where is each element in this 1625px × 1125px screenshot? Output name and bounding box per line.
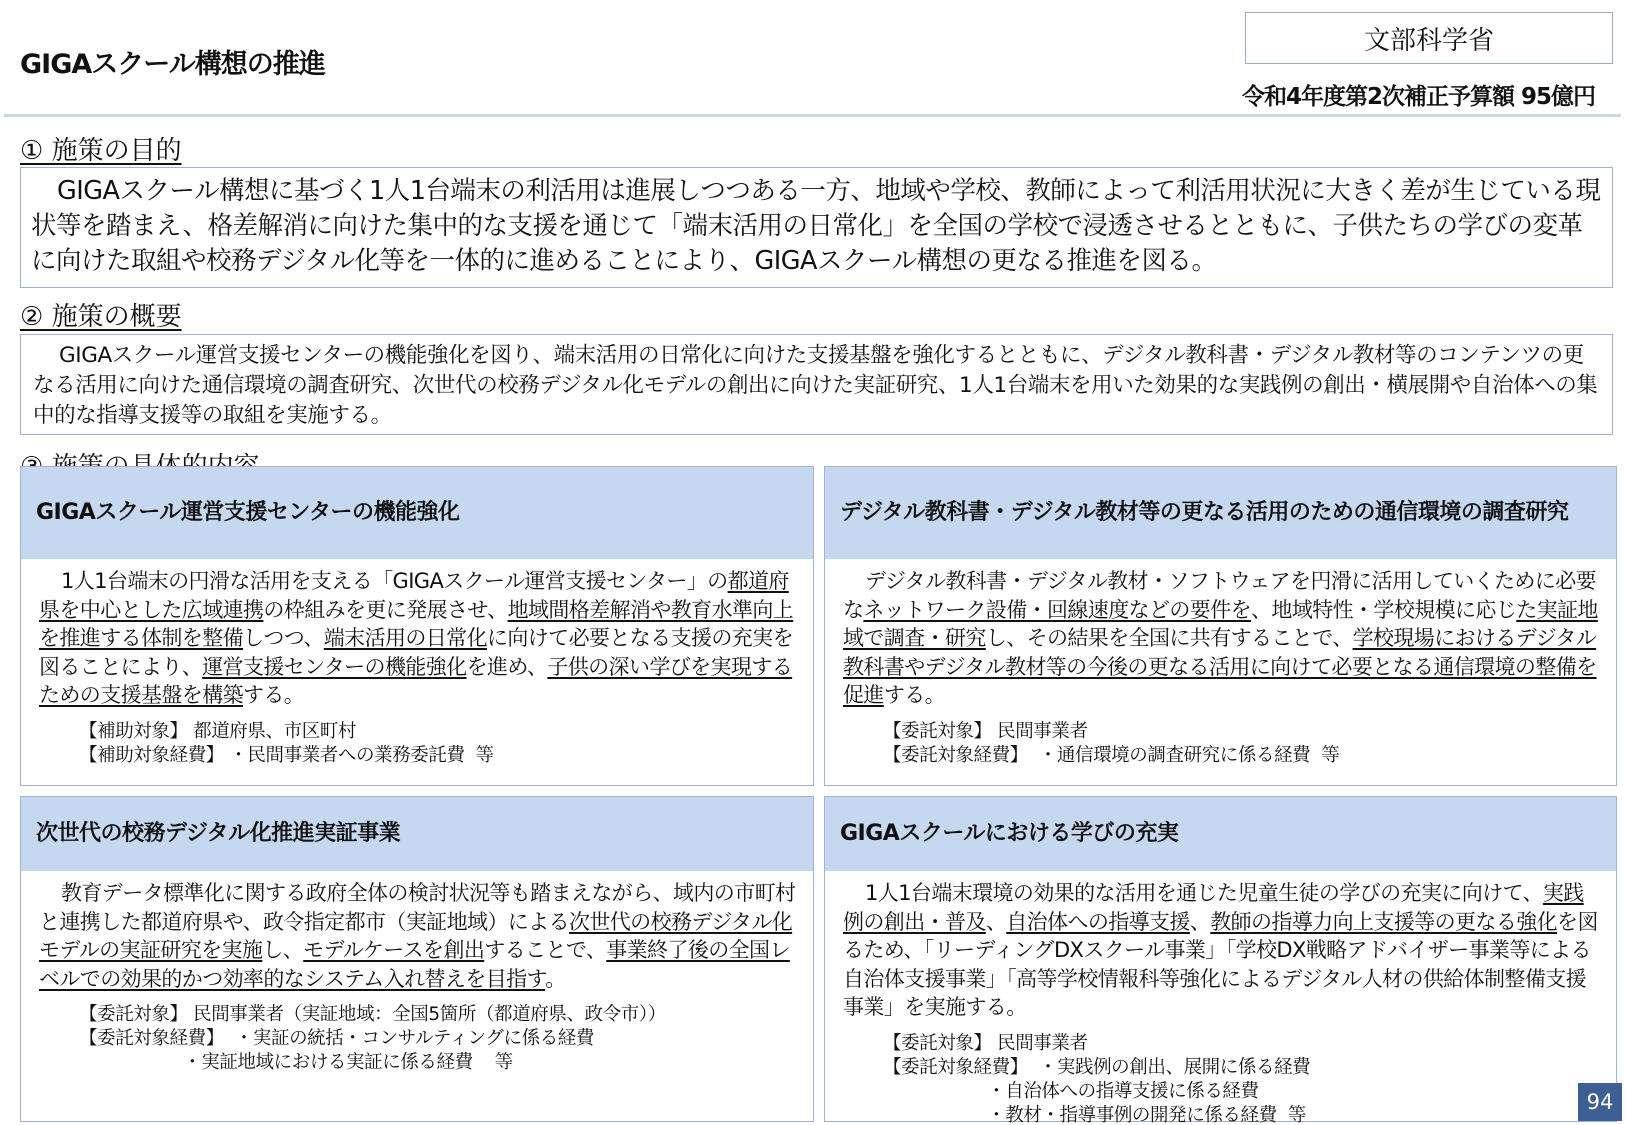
panel-body — [21, 871, 813, 1075]
meta-key: 【委託対象】 — [883, 1032, 992, 1054]
meta-continuation: ・自治体への指導支援に係る経費 — [883, 1080, 1259, 1102]
meta-key: 【補助対象】 — [79, 720, 188, 742]
panel-network-research — [824, 466, 1617, 786]
highlighted-text: 実践例の創出・普及 — [843, 881, 1584, 934]
body-segment: 。 — [545, 966, 566, 991]
panel-body — [825, 559, 1616, 768]
purpose-text: GIGAスクール構想に基づく1人1台端末の利活用は進展しつつある一方、地域や学校、教師によって利活用状況に大きく差が生じている現状等を踏まえ、格差解消に向けた集中的な支援を通じて「端末活用の日常化」を全国の学校で浸透させるとともに、子供たちの学びの変革に向けた取組や校務デジタル化等を一体的に進めることにより、GIGAスクール構想の更なる推進を図る。 — [31, 176, 1601, 276]
section-heading-overview: ② 施策の概要 — [20, 302, 182, 332]
panel-body — [825, 871, 1616, 1125]
body-segment: することで、 — [484, 938, 607, 962]
body-segment: 、地域特性・学校規模に応じ — [1251, 597, 1517, 622]
highlighted-text: 子供の深い学びを実現するための支援基盤を構築 — [39, 654, 793, 707]
highlighted-text: 自治体への指導支援 — [1006, 909, 1190, 934]
meta-value: ・民間事業者への業務委託費 等 — [223, 744, 494, 766]
overview-text-box — [20, 334, 1613, 435]
page-number: 94 — [1578, 1083, 1622, 1121]
meta-row — [79, 1027, 798, 1051]
body-segment: 1人1台端末の円滑な活用を支える「GIGAスクール運営支援センター」の — [61, 569, 728, 593]
meta-row — [883, 1032, 1601, 1056]
body-segment: しつつ、 — [243, 626, 324, 650]
meta-row — [883, 1056, 1601, 1080]
meta-value: 民間事業者（実証地域：全国5箇所（都道府県、政令市）） — [187, 1004, 666, 1025]
highlighted-text: 次世代の校務デジタル化モデルの実証研究を実施 — [39, 909, 793, 962]
meta-value: 民間事業者 — [991, 720, 1088, 742]
body-segment: を進め、 — [466, 654, 548, 679]
highlighted-text: 都道府県を中心とした広域連携 — [39, 569, 789, 622]
header-divider — [4, 114, 1621, 117]
body-segment: する。 — [243, 683, 305, 707]
meta-row — [79, 1003, 798, 1027]
panel-meta — [39, 1003, 798, 1075]
body-segment: し、その結果を全国に共有することで、 — [985, 626, 1353, 650]
panel-school-dx-pilot — [20, 796, 814, 1122]
highlighted-text: 端末活用の日常化 — [323, 626, 487, 650]
meta-key: 【委託対象経費】 — [79, 1028, 224, 1049]
meta-value: ・実践例の創出、展開に係る経費 — [1027, 1056, 1311, 1078]
meta-row — [883, 720, 1601, 744]
highlighted-text: ネットワーク設備・回線速度などの要件を — [863, 597, 1252, 622]
meta-continuation: ・教材・指導事例の開発に係る経費 等 — [883, 1104, 1306, 1125]
panel-meta — [843, 1032, 1601, 1125]
page-title: GIGAスクール構想の推進 — [20, 49, 325, 80]
highlighted-text: モデルケースを創出 — [303, 938, 485, 962]
panel-learning-enrichment — [824, 796, 1617, 1125]
panel-body-text — [843, 567, 1601, 710]
meta-value: ・実証の統括・コンサルティングに係る経費 — [223, 1028, 595, 1049]
panel-meta — [39, 720, 798, 768]
meta-value: 民間事業者 — [991, 1032, 1088, 1054]
highlighted-text: 教師の指導力向上支援等の更なる強化 — [1210, 909, 1558, 934]
highlighted-text: た実証地域で調査・研究 — [843, 597, 1598, 650]
panel-title: GIGAスクール運営支援センターの機能強化 — [21, 467, 813, 559]
body-segment: を図るため、「リーディングDXスクール事業」「学校DX戦略アドバイザー事業等による自治体支援事業」「高等学校情報科等強化によるデジタル人材の供給体制整備支援事業」を実施する。 — [843, 909, 1598, 1019]
body-segment: する。 — [883, 683, 946, 707]
body-segment: 、 — [985, 909, 1007, 934]
meta-key: 【委託対象経費】 — [883, 744, 1028, 766]
body-segment: 1人1台端末環境の効果的な活用を通じた児童生徒の学びの充実に向けて、 — [865, 881, 1543, 905]
meta-row — [79, 720, 798, 744]
panel-title: GIGAスクールにおける学びの充実 — [825, 797, 1616, 871]
meta-value: ・通信環境の調査研究に係る経費 等 — [1027, 744, 1340, 766]
body-segment: デジタル教科書・デジタル教材・ソフトウェアを円滑に活用していくために必要な — [843, 569, 1597, 622]
panel-title: デジタル教科書・デジタル教材等の更なる活用のための通信環境の調査研究 — [825, 467, 1616, 559]
meta-key: 【委託対象】 — [79, 1004, 188, 1025]
panel-meta — [843, 720, 1601, 768]
meta-key: 【補助対象経費】 — [79, 744, 224, 766]
panel-body-text — [39, 879, 798, 993]
panel-body-text — [39, 567, 798, 710]
body-segment: し、 — [262, 938, 304, 962]
body-segment: 教育データ標準化に関する政府全体の検討状況等も踏まえながら、域内の市町村と連携した都道府県や、政令指定都市（実証地域）による — [39, 881, 796, 934]
meta-key: 【委託対象】 — [883, 720, 992, 742]
highlighted-text: 運営支援センターの機能強化 — [202, 654, 467, 679]
meta-row — [79, 744, 798, 768]
panel-body — [21, 559, 813, 768]
panel-support-center — [20, 466, 814, 786]
meta-key: 【委託対象経費】 — [883, 1056, 1028, 1078]
ministry-label: 文部科学省 — [1245, 12, 1613, 64]
highlighted-text: 学校現場におけるデジタル教科書やデジタル教材等の今後の更なる活用に向けて必要となる通信環境の整備を促進 — [843, 626, 1597, 707]
highlighted-text: 事業終了後の全国レベルでの効果的かつ効率的なシステム入れ替えを目指す — [39, 938, 790, 991]
body-segment: に向けて必要となる支援の充実を図ることにより、 — [39, 626, 793, 679]
panel-body-text — [843, 879, 1601, 1022]
meta-row — [883, 744, 1601, 768]
panel-title: 次世代の校務デジタル化推進実証事業 — [21, 797, 813, 871]
highlighted-text: 地域間格差解消や教育水準向上を推進する体制を整備 — [39, 597, 794, 650]
meta-value: 都道府県、市区町村 — [187, 720, 356, 742]
purpose-text-box — [20, 167, 1613, 288]
body-segment: の枠組みを更に発展させ、 — [263, 597, 508, 622]
section-heading-purpose: ① 施策の目的 — [20, 136, 182, 166]
budget-amount: 令和4年度第2次補正予算額 95億円 — [1241, 84, 1595, 110]
body-segment: 、 — [1189, 909, 1211, 934]
overview-text: GIGAスクール運営支援センターの機能強化を図り、端末活用の日常化に向けた支援基盤を強化するとともに、デジタル教科書・デジタル教材等のコンテンツの更なる活用に向けた通信環境の調査研究、次世代の校務デジタル化モデルの創出に向けた実証研究、1人1台端末を用いた効果的な実践例の創出・横展開や自治体への集中的な指導支援等の取組を実施する。 — [33, 343, 1598, 428]
meta-continuation: ・実証地域における実証に係る経費 等 — [79, 1052, 513, 1073]
